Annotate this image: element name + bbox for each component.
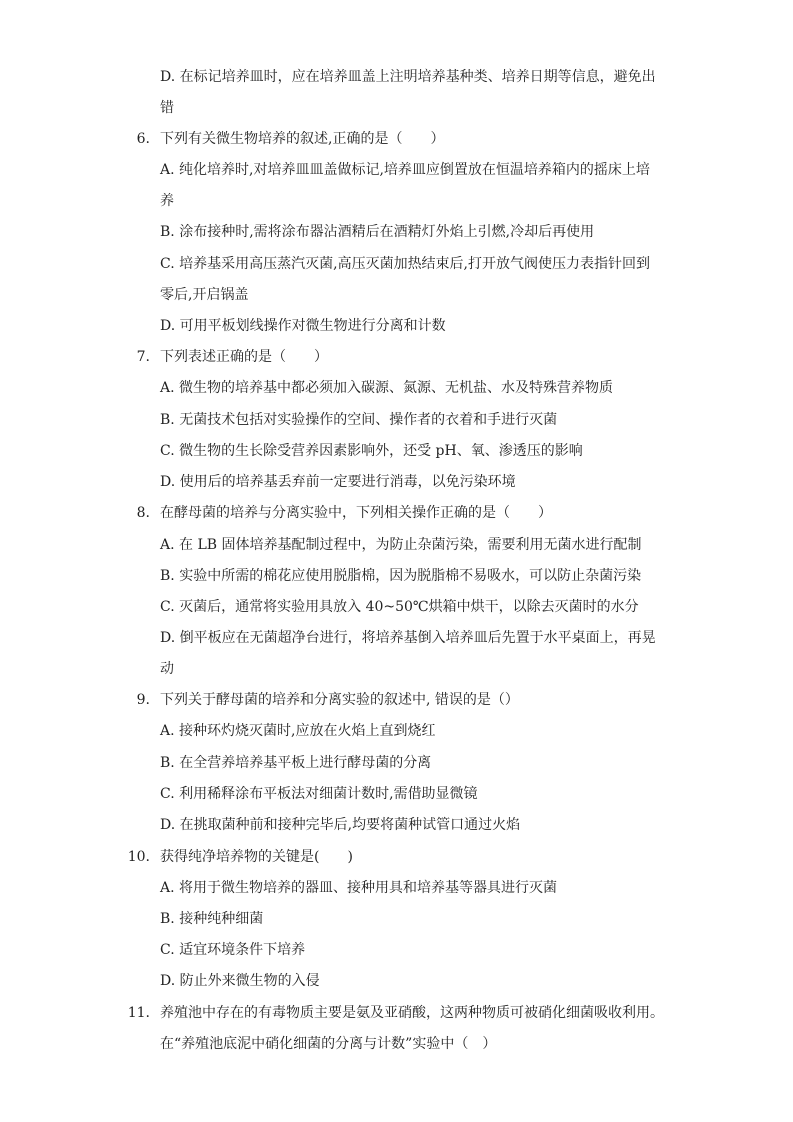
option-a: A. 纯化培养时,对培养皿皿盖做标记,培养皿应倒置放在恒温培养箱内的摇床上培 bbox=[160, 162, 650, 178]
question-number: 10. bbox=[127, 849, 150, 865]
option-d: D. 防止外来微生物的入侵 bbox=[160, 973, 320, 989]
question-stem: 下列关于酵母菌的培养和分离实验的叙述中, 错误的是（） bbox=[160, 692, 519, 708]
option-b: B. 接种纯种细菌 bbox=[160, 911, 264, 927]
option-a: A. 微生物的培养基中都必须加入碳源、氮源、无机盐、水及特殊营养物质 bbox=[160, 380, 614, 396]
option-b: B. 实验中所需的棉花应使用脱脂棉，因为脱脂棉不易吸水，可以防止杂菌污染 bbox=[160, 568, 642, 584]
question-stem: 下列有关微生物培养的叙述,正确的是（ ） bbox=[160, 131, 445, 147]
question-number: 6. bbox=[136, 131, 150, 147]
option-c-cont: 零后,开启锅盖 bbox=[160, 287, 249, 303]
question-stem: 在酵母菌的培养与分离实验中，下列相关操作正确的是（ ） bbox=[160, 505, 552, 521]
question-number: 8. bbox=[136, 505, 150, 521]
question-number: 11. bbox=[127, 1005, 150, 1021]
option-c: C. 灭菌后，通常将实验用具放入 40~50℃烘箱中烘干，以除去灭菌时的水分 bbox=[160, 599, 639, 615]
option-a: A. 将用于微生物培养的器皿、接种用具和培养基等器具进行灭菌 bbox=[160, 880, 558, 896]
option-b: B. 在全营养培养基平板上进行酵母菌的分离 bbox=[160, 755, 432, 771]
question-stem: 养殖池中存在的有毒物质主要是氨及亚硝酸，这两种物质可被硝化细菌吸收利用。 bbox=[160, 1005, 664, 1021]
option-a: A. 在 LB 固体培养基配制过程中，为防止杂菌污染，需要利用无菌水进行配制 bbox=[160, 537, 642, 553]
question-stem: 下列表述正确的是（ ） bbox=[160, 349, 328, 365]
q5-option-d-line2: 错 bbox=[160, 100, 174, 116]
option-d: D. 在挑取菌种前和接种完毕后,均要将菌种试管口通过火焰 bbox=[160, 817, 521, 833]
option-c: C. 微生物的生长除受营养因素影响外，还受 pH、氧、渗透压的影响 bbox=[160, 443, 583, 459]
option-c: C. 适宜环境条件下培养 bbox=[160, 942, 306, 958]
option-d: D. 倒平板应在无菌超净台进行，将培养基倒入培养皿后先置于水平桌面上，再晃 bbox=[160, 630, 656, 646]
option-c: C. 培养基采用高压蒸汽灭菌,高压灭菌加热结束后,打开放气阀使压力表指针回到 bbox=[160, 256, 651, 272]
option-a-cont: 养 bbox=[160, 193, 174, 209]
option-b: B. 无菌技术包括对实验操作的空间、操作者的衣着和手进行灭菌 bbox=[160, 412, 558, 428]
question-stem-cont: 在“养殖池底泥中硝化细菌的分离与计数”实验中（ ） bbox=[160, 1036, 497, 1052]
option-d: D. 可用平板划线操作对微生物进行分离和计数 bbox=[160, 318, 446, 334]
question-number: 9. bbox=[136, 692, 150, 708]
option-d-cont: 动 bbox=[160, 661, 174, 677]
question-number: 7. bbox=[136, 349, 150, 365]
option-a: A. 接种环灼烧灭菌时,应放在火焰上直到烧红 bbox=[160, 723, 436, 739]
question-stem: 获得纯净培养物的关键是( ) bbox=[160, 849, 353, 865]
option-b: B. 涂布接种时,需将涂布器沾酒精后在酒精灯外焰上引燃,冷却后再使用 bbox=[160, 224, 595, 240]
option-c: C. 利用稀释涂布平板法对细菌计数时,需借助显微镜 bbox=[160, 786, 478, 802]
q5-option-d-line1: D. 在标记培养皿时，应在培养皿盖上注明培养基种类、培养日期等信息，避免出 bbox=[160, 69, 656, 85]
option-d: D. 使用后的培养基丢弃前一定要进行消毒，以免污染环境 bbox=[160, 474, 516, 490]
